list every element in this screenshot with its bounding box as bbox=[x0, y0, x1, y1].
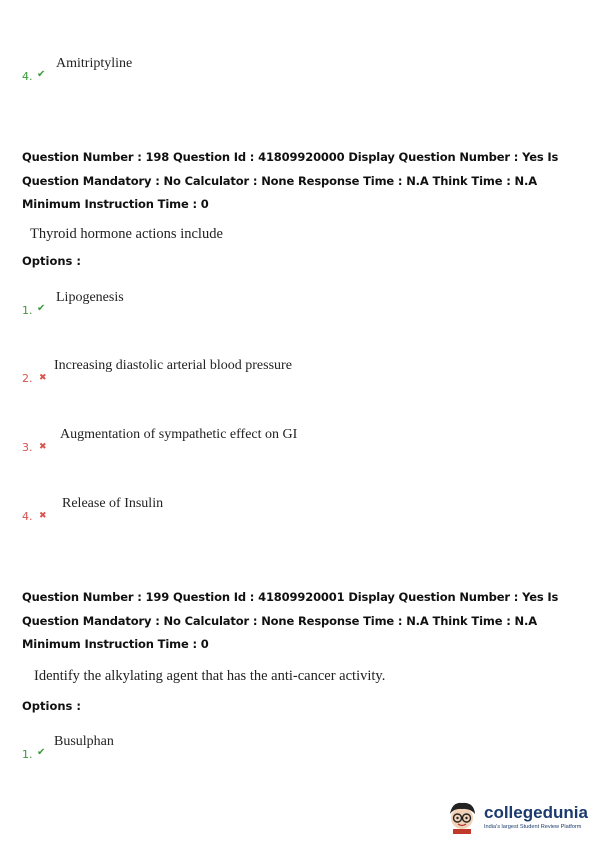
option-1 bbox=[22, 290, 422, 320]
option-text: Busulphan bbox=[54, 734, 114, 749]
option-text: Amitriptyline bbox=[56, 56, 133, 71]
options-label: Options : bbox=[22, 254, 81, 268]
option-3 bbox=[22, 427, 422, 457]
collegedunia-logo bbox=[444, 796, 594, 836]
option-number: 4. bbox=[22, 510, 33, 523]
check-icon: ✔ bbox=[37, 303, 46, 314]
cross-icon: ✖ bbox=[39, 373, 47, 383]
option-number: 1. bbox=[22, 304, 33, 317]
option-number: 1. bbox=[22, 748, 33, 761]
question-meta: Question Number : 198 Question Id : 41809920000 Display Question Number : Yes Is Question Mandatory : No Calculator : None Response Time : N.A Think Time : N.A Minimum Instruction Time : 0 bbox=[22, 150, 559, 211]
option-text: Augmentation of sympathetic effect on GI bbox=[60, 427, 298, 442]
question-meta: Question Number : 199 Question Id : 41809920001 Display Question Number : Yes Is Question Mandatory : No Calculator : None Response Time : N.A Think Time : N.A Minimum Instruction Time : 0 bbox=[22, 590, 559, 651]
question-text: Identify the alkylating agent that has the anti-cancer activity. bbox=[34, 668, 386, 684]
cross-icon: ✖ bbox=[39, 442, 47, 452]
option-2 bbox=[22, 358, 422, 388]
prev-option-4 bbox=[22, 56, 322, 86]
option-number: 2. bbox=[22, 372, 33, 385]
options-label: Options : bbox=[22, 699, 81, 713]
option-text: Release of Insulin bbox=[62, 496, 164, 511]
option-4 bbox=[22, 496, 422, 526]
check-icon: ✔ bbox=[37, 69, 46, 80]
option-number: 3. bbox=[22, 441, 33, 454]
option-text: Lipogenesis bbox=[56, 290, 124, 305]
option-number: 4. bbox=[22, 70, 33, 83]
check-icon: ✔ bbox=[37, 747, 46, 758]
logo-wordmark: collegedunia bbox=[484, 802, 588, 822]
cross-icon: ✖ bbox=[39, 511, 47, 521]
logo-tagline: India's largest Student Review Platform bbox=[484, 823, 582, 830]
option-1 bbox=[22, 734, 422, 764]
mascot-icon bbox=[444, 798, 480, 834]
question-text: Thyroid hormone actions include bbox=[30, 226, 223, 242]
option-text: Increasing diastolic arterial blood pressure bbox=[54, 358, 292, 373]
